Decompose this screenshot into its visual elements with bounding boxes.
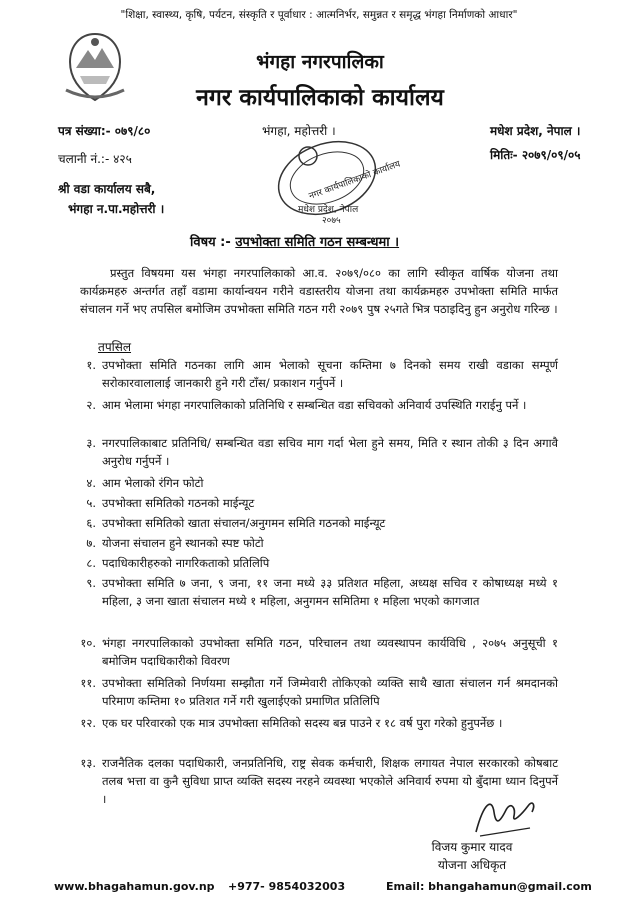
office-name: नगर कार्यपालिकाको कार्यालय [196,85,444,111]
list-item [48,534,558,552]
list-item [48,634,558,670]
item-number: ११. [80,676,96,690]
item-number: २. [86,398,96,412]
letter-date: मितिः- २०७९/०९/०५ [490,148,581,162]
list-item [48,434,558,470]
footer-website: www.bhagahamun.gov.np [54,880,215,893]
item-text: उपभोक्ता समिति ७ जना, ९ जना, ११ जना मध्ये ३३ प्रतिशत महिला, अध्यक्ष सचिव र कोषाध्यक्ष मध्ये १ महिला, ३ जना खाता संचालन मध्ये १ महिला, अनुगमन समितिमा १ महिला भएको कागजात [102,576,558,608]
item-number: ३. [86,436,96,450]
item-text: आम भेलामा भंगहा नगरपालिकाको प्रतिनिधि र सम्बन्धित वडा सचिवको अनिवार्य उपस्थिति गराईनु पर्ने । [102,398,527,412]
item-text: उपभोक्ता समितिको खाता संचालन/अनुगमन समिति गठनको माईन्यूट [102,516,386,530]
list-item [48,574,558,610]
item-number: १२. [80,716,96,730]
subject-label: विषय :- [190,235,231,250]
item-number: १. [86,358,96,372]
footer-phone: +977- 9854032003 [228,880,346,893]
item-number: ८. [86,556,96,570]
list-item [48,396,558,414]
recipient-line2: भंगहा न.पा.महोत्तरी । [68,202,165,216]
item-text: एक घर परिवारको एक मात्र उपभोक्ता समितिको सदस्य बन्न पाउने र १८ वर्ष पुरा गरेको हुनुपर्नेछ । [102,716,503,730]
item-text: राजनैतिक दलका पदाधिकारी, जनप्रतिनिधि, राष्ट्र सेवक कर्मचारी, शिक्षक लगायत नेपाल सरकारको कोषबाट तलब भत्ता वा कुनै सुविधा प्राप्त व्यक्ति सदस्य नरहने व्यवस्था भएकोले अनिवार्य रुपमा यो बुँदामा ध्यान दिनुपर्ने । [102,756,558,806]
item-text: उपभोक्ता समितिको गठनको माईन्यूट [102,496,255,510]
list-item [48,356,558,392]
footer-email: Email: bhangahamun@gmail.com [386,880,592,893]
item-number: ९. [86,576,96,590]
letter-province: मधेश प्रदेश, नेपाल । [490,124,581,138]
item-text: आम भेलाको रंगिन फोटो [102,476,204,490]
item-text: नगरपालिकाबाट प्रतिनिधि/ सम्बन्धित वडा सचिव माग गर्दा भेला हुने समय, मिति र स्थान तोकी ३ दिन अगावै अनुरोध गर्नुपर्ने । [102,436,558,468]
municipality-name: भंगहा नगरपालिका [256,51,384,73]
item-number: ७. [86,536,96,550]
subject-line [190,232,399,250]
nepal-emblem-logo [62,30,128,104]
list-heading: तपसिल [98,340,132,354]
subject-text: उपभोक्ता समिति गठन सम्बन्धमा । [235,235,400,250]
item-text: उपभोक्ता समिति गठनका लागि आम भेलाको सूचना कम्तिमा ७ दिनको समय राखी वडाका सम्पूर्ण सरोकारवालालाई जानकारी हुने गरी टाँस/ प्रकाशन गर्नुपर्ने । [102,358,558,390]
dispatch-number: चलानी नं.:- ४२५ [58,152,132,166]
item-number: ४. [86,476,96,490]
list-item [48,514,558,532]
item-text: पदाधिकारीहरुको नागरिकताको प्रतिलिपि [102,556,270,570]
list-item [48,494,558,512]
list-item [48,554,558,572]
letter-location: भंगहा, महोत्तरी । [262,124,336,138]
handwritten-signature [470,792,540,840]
header-motto: "शिक्षा, स्वास्थ्य, कृषि, पर्यटन, संस्कृति र पूर्वाधार : आत्मनिर्भर, समुन्नत र समृद्ध भंगहा निर्माणको आधार" [120,9,518,21]
stamp-text: नगर कार्यपालिकाको कार्यालय [307,159,402,202]
stamp-line2: २०७५ [322,216,341,226]
letter-number: पत्र संख्या:- ०७९/८० [58,124,151,138]
list-item [48,474,558,492]
recipient-line1: श्री वडा कार्यालय सबै, [58,182,156,196]
item-number: ६. [86,516,96,530]
item-number: १०. [80,636,96,650]
list-item [48,714,558,732]
list-item [48,674,558,710]
item-number: ५. [86,496,96,510]
signer-name: विजय कुमार यादव [431,840,513,854]
item-number: १३. [80,756,96,770]
signer-title: योजना अधिकृत [437,858,507,872]
office-seal-stamp [268,134,402,226]
item-text: उपभोक्ता समितिको निर्णयमा सम्झौता गर्ने जिम्मेवारी तोकिएको व्यक्ति साथै खाता संचालन गर्न श्रमदानको परिमाण कम्तिमा १० प्रतिशत गर्ने गरी खुलाईएको प्रमाणित प्रतिलिपि [102,676,558,708]
item-text: योजना संचालन हुने स्थानको स्पष्ट फोटो [102,536,264,550]
item-text: भंगहा नगरपालिकाको उपभोक्ता समिति गठन, परिचालन तथा व्यवस्थापन कार्यविधि , २०७५ अनुसूची १ बमोजिम पदाधिकारीको विवरण [102,636,558,668]
body-paragraph: प्रस्तुत विषयमा यस भंगहा नगरपालिकाको आ.व. २०७९/०८० का लागि स्वीकृत वार्षिक योजना तथा कार्यक्रमहरु अन्तर्गत तहाँ वडामा कार्यान्वयन गरीने वडास्तरीय योजना तथा कार्यक्रमहरु उपभोक्ता समिति मार्फत संचालन गर्ने भए तपसिल बमोजिम उपभोक्ता समिति गठन गरी २०७९ पुष २५गते भित्र पठाइदिनु हुन अनुरोध गरिन्छ । [80,266,558,316]
stamp-line1: मधेश प्रदेश, नेपाल [298,205,359,215]
